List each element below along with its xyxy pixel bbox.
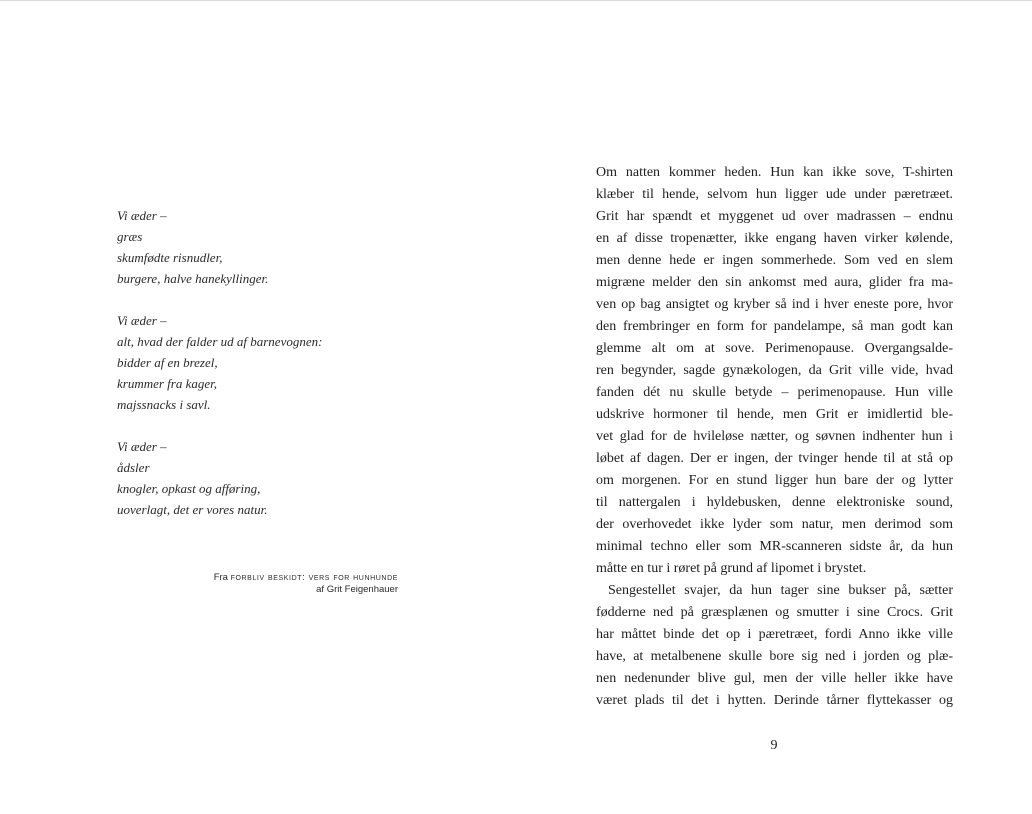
prose-line: nen nedenunder blive gul, men der ville heller ikke have: [596, 671, 953, 686]
prose-line: måtte en tur i røret på grund af lipomet i brystet.: [596, 561, 867, 576]
attribution-source-line: [150, 572, 398, 584]
poem-stanza-1: [117, 205, 417, 289]
attribution-author: af Grit Feigenhauer: [316, 584, 398, 595]
poem-stanza-2: [117, 310, 417, 415]
prose-line: have, at metalbenene skulle bore sig ned i jorden og plæ-: [596, 649, 953, 664]
poem-line: burgere, halve hanekyllinger.: [117, 271, 269, 286]
poem-line: majssnacks i savl.: [117, 397, 211, 412]
prose-line: fødderne ned på græsplænen og smutter i sine Crocs. Grit: [596, 605, 953, 620]
poem-attribution: [150, 572, 398, 596]
poem-line: bidder af en brezel,: [117, 355, 218, 370]
prose-line: har måttet binde det op i pæretræet, fordi Anno ikke ville: [596, 627, 953, 642]
prose-line: udskrive hormoner til hende, men Grit er imidlertid ble-: [596, 407, 953, 422]
page-number: 9: [770, 738, 778, 753]
prose-line: ven op bag ansigtet og kryber så ind i hver eneste pore, hvor: [596, 297, 953, 312]
poem-line: alt, hvad der falder ud af barnevognen:: [117, 334, 323, 349]
prose-line: løbet af dagen. Der er ingen, der tvinger hende til at stå op: [596, 451, 953, 466]
prose-line: Sengestellet svajer, da hun tager sine bukser på, sætter: [608, 583, 953, 598]
prose-line: glemme alt om at sove. Perimenopause. Overgangsalde-: [596, 341, 953, 356]
poem-line: Vi æder –: [117, 208, 167, 223]
prose-line: til nattergalen i hyldebusken, denne elektroniske sound,: [596, 495, 953, 510]
poem-line: uoverlagt, det er vores natur.: [117, 502, 268, 517]
prose-line: fanden dét nu skulle betyde – perimenopause. Hun ville: [596, 385, 953, 400]
poem: [117, 205, 417, 541]
poem-line: Vi æder –: [117, 313, 167, 328]
prose-line: Grit har spændt et myggenet ud over madrassen – endnu: [596, 209, 953, 224]
prose-body: [596, 162, 953, 712]
poem-line: ådsler: [117, 460, 150, 475]
prose-line: minimal techno eller som MR-scanneren sidste år, da hun: [596, 539, 953, 554]
poem-line: græs: [117, 229, 143, 244]
prose-line: ren begynder, sagde gynækologen, da Grit ville vide, hvad: [596, 363, 953, 378]
attribution-prefix: Fra: [213, 572, 228, 583]
prose-line: klæber til hende, selvom hun ligger ude under pæretræet.: [596, 187, 953, 202]
poem-line: Vi æder –: [117, 439, 167, 454]
prose-line: den frembringer en form for pandelampe, så man godt kan: [596, 319, 953, 334]
prose-line: men denne hede er ingen sommerhede. Som ved en slem: [596, 253, 953, 268]
prose-line: Om natten kommer heden. Hun kan ikke sove, T-shirten: [596, 165, 953, 180]
attribution-source-title: forbliv beskidt: vers for hunhunde: [230, 572, 398, 583]
prose-line: der overhovedet ikke lyder som natur, men derimod som: [596, 517, 953, 532]
prose-line: migræne melder den sin ankomst med aura, glider fra ma-: [596, 275, 953, 290]
poem-stanza-3: [117, 436, 417, 520]
prose-line: vet glad for de hvileløse nætter, og søvnen indhenter hun i: [596, 429, 953, 444]
poem-line: skumfødte risnudler,: [117, 250, 223, 265]
prose-line: om morgenen. For en stund ligger hun bare der og lytter: [596, 473, 953, 488]
poem-line: krummer fra kager,: [117, 376, 218, 391]
poem-line: knogler, opkast og afføring,: [117, 481, 261, 496]
prose-line: været plads til det i hytten. Derinde tårner flyttekasser og: [596, 693, 953, 708]
prose-line: en af disse tropenætter, ikke engang haven virker kølende,: [596, 231, 953, 246]
